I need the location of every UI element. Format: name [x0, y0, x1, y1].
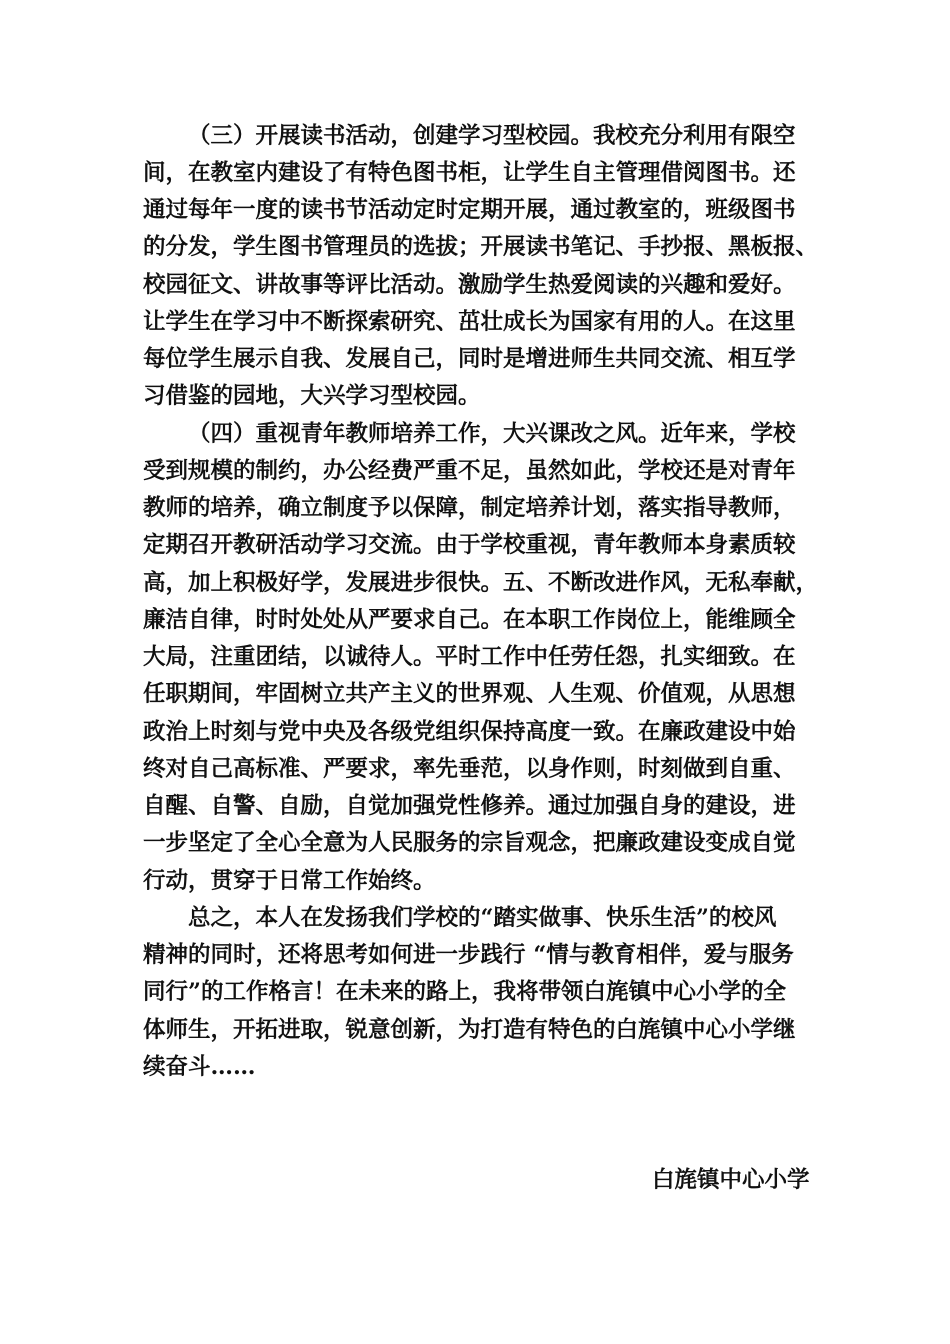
text-line: 让学生在学习中不断探索研究、茁壮成长为国家有用的人。在这里 [143, 309, 796, 335]
text-line: （四）重视青年教师培养工作，大兴课改之风。近年来，学校 [188, 421, 796, 447]
text-line: 任职期间，牢固树立共产主义的世界观、人生观、价值观，从思想 [143, 681, 796, 707]
text-line: 教师的培养，确立制度予以保障，制定培养计划，落实指导教师， [143, 495, 796, 521]
text-line: 行动，贯穿于日常工作始终。 [143, 868, 436, 894]
text-line: 同行”的工作格言！在未来的路上，我将带领白旄镇中心小学的全 [143, 979, 786, 1005]
text-line: 终对自己高标准、严要求，率先垂范，以身作则，时刻做到自重、 [143, 756, 796, 782]
text-line: 的分发，学生图书管理员的选拔；开展读书笔记、手抄报、黑板报、 [143, 234, 819, 260]
text-line: 总之，本人在发扬我们学校的“踏实做事、快乐生活”的校风 [188, 905, 777, 931]
text-line: （三）开展读书活动，创建学习型校园。我校充分利用有限空 [188, 123, 796, 149]
text-line: 校园征文、讲故事等评比活动。激励学生热爱阅读的兴趣和爱好。 [143, 272, 796, 298]
text-line: 续奋斗…… [143, 1054, 256, 1080]
text-line: 通过每年一度的读书节活动定时定期开展，通过教室的，班级图书 [143, 197, 796, 223]
text-line: 受到规模的制约，办公经费严重不足，虽然如此，学校还是对青年 [143, 458, 796, 484]
text-line: 大局，注重团结，以诚待人。平时工作中任劳任怨，扎实细致。在 [143, 644, 796, 670]
text-line: 定期召开教研活动学习交流。由于学校重视，青年教师本身素质较 [143, 532, 796, 558]
text-line: 间，在教室内建设了有特色图书柜，让学生自主管理借阅图书。还 [143, 160, 796, 186]
text-line: 精神的同时，还将思考如何进一步践行 “情与教育相伴，爱与服务 [143, 942, 794, 968]
text-line: 自醒、自警、自励，自觉加强党性修养。通过加强自身的建设，进 [143, 793, 796, 819]
text-line: 体师生，开拓进取，锐意创新，为打造有特色的白旄镇中心小学继 [143, 1017, 796, 1043]
text-line: 廉洁自律，时时处处从严要求自己。在本职工作岗位上，能维顾全 [143, 607, 796, 633]
text-line: 一步坚定了全心全意为人民服务的宗旨观念，把廉政建设变成自觉 [143, 830, 796, 856]
signature: 白旄镇中心小学 [652, 1167, 810, 1193]
text-line: 每位学生展示自我、发展自己，同时是增进师生共同交流、相互学 [143, 346, 796, 372]
text-line: 政治上时刻与党中央及各级党组织保持高度一致。在廉政建设中始 [143, 719, 796, 745]
text-line: 习借鉴的园地，大兴学习型校园。 [143, 383, 481, 409]
text-line: 高，加上积极好学，发展进步很快。五、不断改进作风，无私奉献， [143, 570, 819, 596]
